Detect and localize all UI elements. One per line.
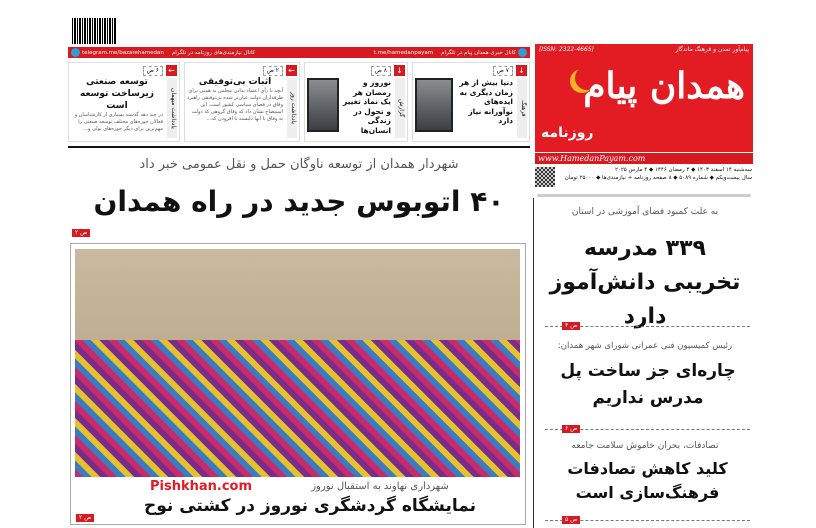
teaser-culture[interactable]	[412, 62, 530, 142]
portrait-photo	[415, 78, 453, 132]
story-headline[interactable]: چاره‌ای جز ساخت پل مدرس نداریم	[560, 361, 736, 408]
news-channel-link[interactable]: t.me/hamedanpayam	[373, 49, 434, 56]
teaser-guest-column[interactable]	[68, 62, 180, 142]
photo-kicker: شهرداری نهاوند به استقبال نوروز	[311, 481, 449, 492]
story-headline[interactable]: کلید کاهش تصادفات فرهنگ‌سازی است	[567, 459, 728, 502]
story-kicker: رئیس کمیسیون فنی عمرانی شورای شهر همدان:	[557, 341, 733, 351]
page-ref: ۶ ص	[562, 425, 580, 433]
page-ref: ۶ ص	[143, 66, 163, 76]
ads-channel-link[interactable]: telegram.me/bazarehamedan	[82, 49, 164, 56]
page-ref: ۷ ص	[493, 66, 513, 76]
website-link[interactable]: www.HamedanPayam.com	[535, 153, 753, 164]
barcode	[72, 18, 116, 44]
section-label: یادداشت میهمان	[167, 78, 177, 138]
teaser-body: آنچه با رأی اعتماد ندادن مجلس به همتی برای طرفداران دولت عیان‌تر شده بی‌توفیقی راهبرد وفاق در فضای سیاسی کشور است. این استیضاح نشان داد که وفاق گروهی که دولت به وفاق با آنها دلبسته با افزودن که...	[187, 88, 283, 122]
page-ref: ۲ ص	[72, 229, 90, 237]
teaser-title: دنیا بیش از هر زمان دیگری به ایده‌های نوآورانه نیاز دارد	[459, 78, 513, 125]
arrow-down-icon: ↓	[516, 65, 527, 76]
newspaper-prefix: روزنامه	[541, 125, 594, 141]
column-rule	[533, 198, 534, 528]
page-ref: ۸ ص	[371, 66, 391, 76]
exhibition-photo	[75, 249, 520, 477]
news-channel-label: کانال خبری همدان پیام در تلگرام	[441, 49, 516, 56]
main-headline[interactable]: ۴۰ اتوبوس جدید در راه همدان	[93, 185, 505, 218]
telegram-bar	[68, 47, 530, 58]
date-line: سه‌شنبه ۱۴ اسفند ۱۴۰۳ ◆ ۳ رمضان ۱۴۴۶ ◆ ۴ مارس ۲۰۲۵	[614, 167, 752, 173]
slogan: پیام‌آور تمدن و فرهنگ ماندگار	[675, 46, 749, 53]
arrow-down-icon: ↓	[394, 65, 405, 76]
divider	[537, 194, 751, 197]
story-kicker: به علت کمبود فضای آموزشی در استان	[571, 207, 719, 217]
watermark: Pishkhan.com	[150, 479, 253, 494]
teaser-title: اثبات بی‌توفیقی	[198, 77, 272, 87]
portrait-photo	[307, 78, 339, 132]
page-ref: ۴ ص	[562, 322, 580, 330]
page-ref: ۲ ص	[76, 514, 94, 522]
ads-channel-label: کانال نیازمندی‌های روزنامه در تلگرام	[171, 49, 256, 56]
section-label: گزارش	[395, 78, 405, 138]
date-block	[560, 166, 752, 182]
telegram-icon	[518, 48, 527, 57]
page-ref: ۲ ص	[263, 66, 283, 76]
newspaper-name: همدان پیام	[583, 65, 745, 107]
teaser-title: نوروز و رمضان هر یک نماد تغییر و تحول در زندگی انسان‌ها	[342, 78, 391, 135]
teaser-title: توسعه صنعتی زیرساخت توسعه است	[80, 77, 154, 111]
teaser-editorial[interactable]	[184, 62, 300, 142]
telegram-icon	[71, 48, 80, 57]
section-label: یادداشت روز	[287, 78, 297, 138]
issue-line: سال بیست‌ویکم ◆ شماره ۵۰۸۹ ◆ ۸ صفحه روزنامه + نیازمندی‌ها ◆ ۲۵۰۰۰ تومان	[564, 175, 752, 181]
qr-code[interactable]	[535, 167, 555, 187]
story-headline[interactable]: ۳۳۹ مدرسه تخریبی دانش‌آموز دارد	[549, 236, 741, 329]
divider	[68, 146, 530, 148]
teaser-body: در چند دهه گذشته بسیاری از کارشناسان و فعالان حوزه‌های مختلف توسعه صنعتی را مهم‌ترین برای دیگر حوزه‌های پولی و...	[74, 112, 163, 132]
photo-headline[interactable]: نمایشگاه گردشگری نوروز در کشتی نوح	[144, 496, 476, 516]
arrow-left-icon: ←	[166, 65, 177, 76]
crescent-moon-icon	[575, 66, 599, 90]
issn: [ISSN: 2322-4665]	[539, 46, 594, 53]
page-ref: ۵ ص	[562, 516, 580, 524]
section-label: فرهنگ	[517, 78, 527, 138]
main-kicker: شهردار همدان از توسعه ناوگان حمل و نقل عمومی خبر داد	[139, 157, 459, 172]
masthead	[535, 44, 753, 152]
story-kicker: تصادفات، بحران خاموش سلامت جامعه	[571, 441, 719, 451]
arrow-left-icon: ←	[286, 65, 297, 76]
teaser-report[interactable]	[304, 62, 408, 142]
